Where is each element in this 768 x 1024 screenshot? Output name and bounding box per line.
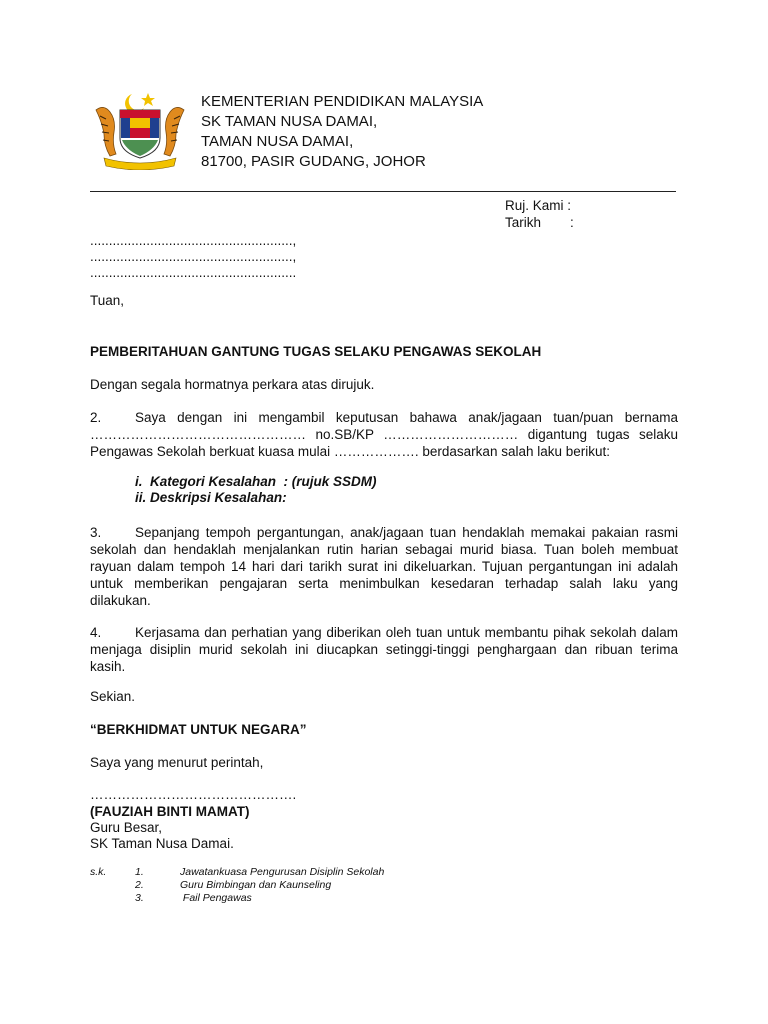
signatory-name: (FAUZIAH BINTI MAMAT): [90, 804, 250, 819]
offence-category: i. Kategori Kesalahan : (rujuk SSDM): [135, 474, 377, 489]
cc-item-1-text: Jawatankuasa Pengurusan Disiplin Sekolah: [180, 866, 385, 878]
signatory-title: Guru Besar,: [90, 820, 163, 835]
malaysia-coat-of-arms-icon: [90, 90, 190, 170]
para2-line-1: [90, 409, 678, 426]
recipient-line-3: .......................................................: [90, 265, 297, 280]
para3-line-1-text: Sepanjang tempoh pergantungan, anak/jagaan tuan hendaklah memakai pakaian rasmi: [135, 525, 678, 540]
sign-off: Saya yang menurut perintah,: [90, 755, 264, 770]
school-name: SK TAMAN NUSA DAMAI,: [201, 113, 378, 130]
signature-line: ……………………………………….: [90, 787, 297, 802]
para4-line-1: [90, 624, 678, 641]
para4-line-3: kasih.: [90, 659, 126, 674]
school-postcode-city: 81700, PASIR GUDANG, JOHOR: [201, 153, 426, 170]
header-divider: [90, 191, 676, 192]
para4-line-1-text: Kerjasama dan perhatian yang diberikan oleh tuan untuk membantu pihak sekolah dalam: [135, 625, 678, 640]
letter-subject: PEMBERITAHUAN GANTUNG TUGAS SELAKU PENGAWAS SEKOLAH: [90, 344, 542, 359]
recipient-line-2: ......................................................,: [90, 249, 297, 264]
para3-line-5: dilakukan.: [90, 593, 151, 608]
signatory-school: SK Taman Nusa Damai.: [90, 836, 234, 851]
para3-line-2: sekolah dan hendaklah menjalankan rutin harian sebagai murid biasa. Tuan boleh membuat: [90, 542, 678, 557]
cc-item-3-number: 3.: [135, 892, 144, 904]
para2-line-3: Pengawas Sekolah berkuat kuasa mulai ………………. berdasarkan salah laku berikut:: [90, 444, 611, 459]
para3-line-4: untuk memberikan pengajaran serta menimbulkan kesedaran terhadap salah laku yang: [90, 576, 678, 591]
closing: Sekian.: [90, 689, 136, 704]
cc-item-1-number: 1.: [135, 866, 144, 878]
para3-line-3: rayuan dalam tempoh 14 hari dari tarikh surat ini dikeluarkan. Tujuan pergantungan ini adalah: [90, 559, 678, 574]
para2-line-1-text: Saya dengan ini mengambil keputusan bahawa anak/jagaan tuan/puan bernama: [135, 410, 678, 425]
para4-number: 4.: [90, 625, 102, 640]
school-area: TAMAN NUSA DAMAI,: [201, 133, 354, 150]
cc-item-2-text: Guru Bimbingan dan Kaunseling: [180, 879, 332, 891]
date-label: Tarikh: [505, 215, 542, 230]
date-colon: :: [570, 215, 574, 230]
para4-line-2: menjaga disiplin murid sekolah ini diucapkan setinggi-tinggi penghargaan dan ribuan terima: [90, 642, 678, 657]
para2-number: 2.: [90, 410, 102, 425]
para3-number: 3.: [90, 525, 102, 540]
intro-paragraph: Dengan segala hormatnya perkara atas dirujuk.: [90, 377, 375, 392]
ministry-name: KEMENTERIAN PENDIDIKAN MALAYSIA: [201, 93, 484, 110]
motto: “BERKHIDMAT UNTUK NEGARA”: [90, 722, 307, 737]
cc-item-3-text: Fail Pengawas: [180, 892, 252, 904]
recipient-line-1: ......................................................,: [90, 233, 297, 248]
offence-description: ii. Deskripsi Kesalahan:: [135, 490, 287, 505]
cc-item-2-number: 2.: [135, 879, 144, 891]
our-reference-label: Ruj. Kami :: [505, 198, 572, 213]
cc-label: s.k.: [90, 866, 107, 878]
salutation: Tuan,: [90, 293, 125, 308]
para3-line-1: [90, 524, 678, 541]
para2-line-2: ………………………………………… no.SB/KP ………………………… digantung tugas selaku: [90, 427, 678, 442]
